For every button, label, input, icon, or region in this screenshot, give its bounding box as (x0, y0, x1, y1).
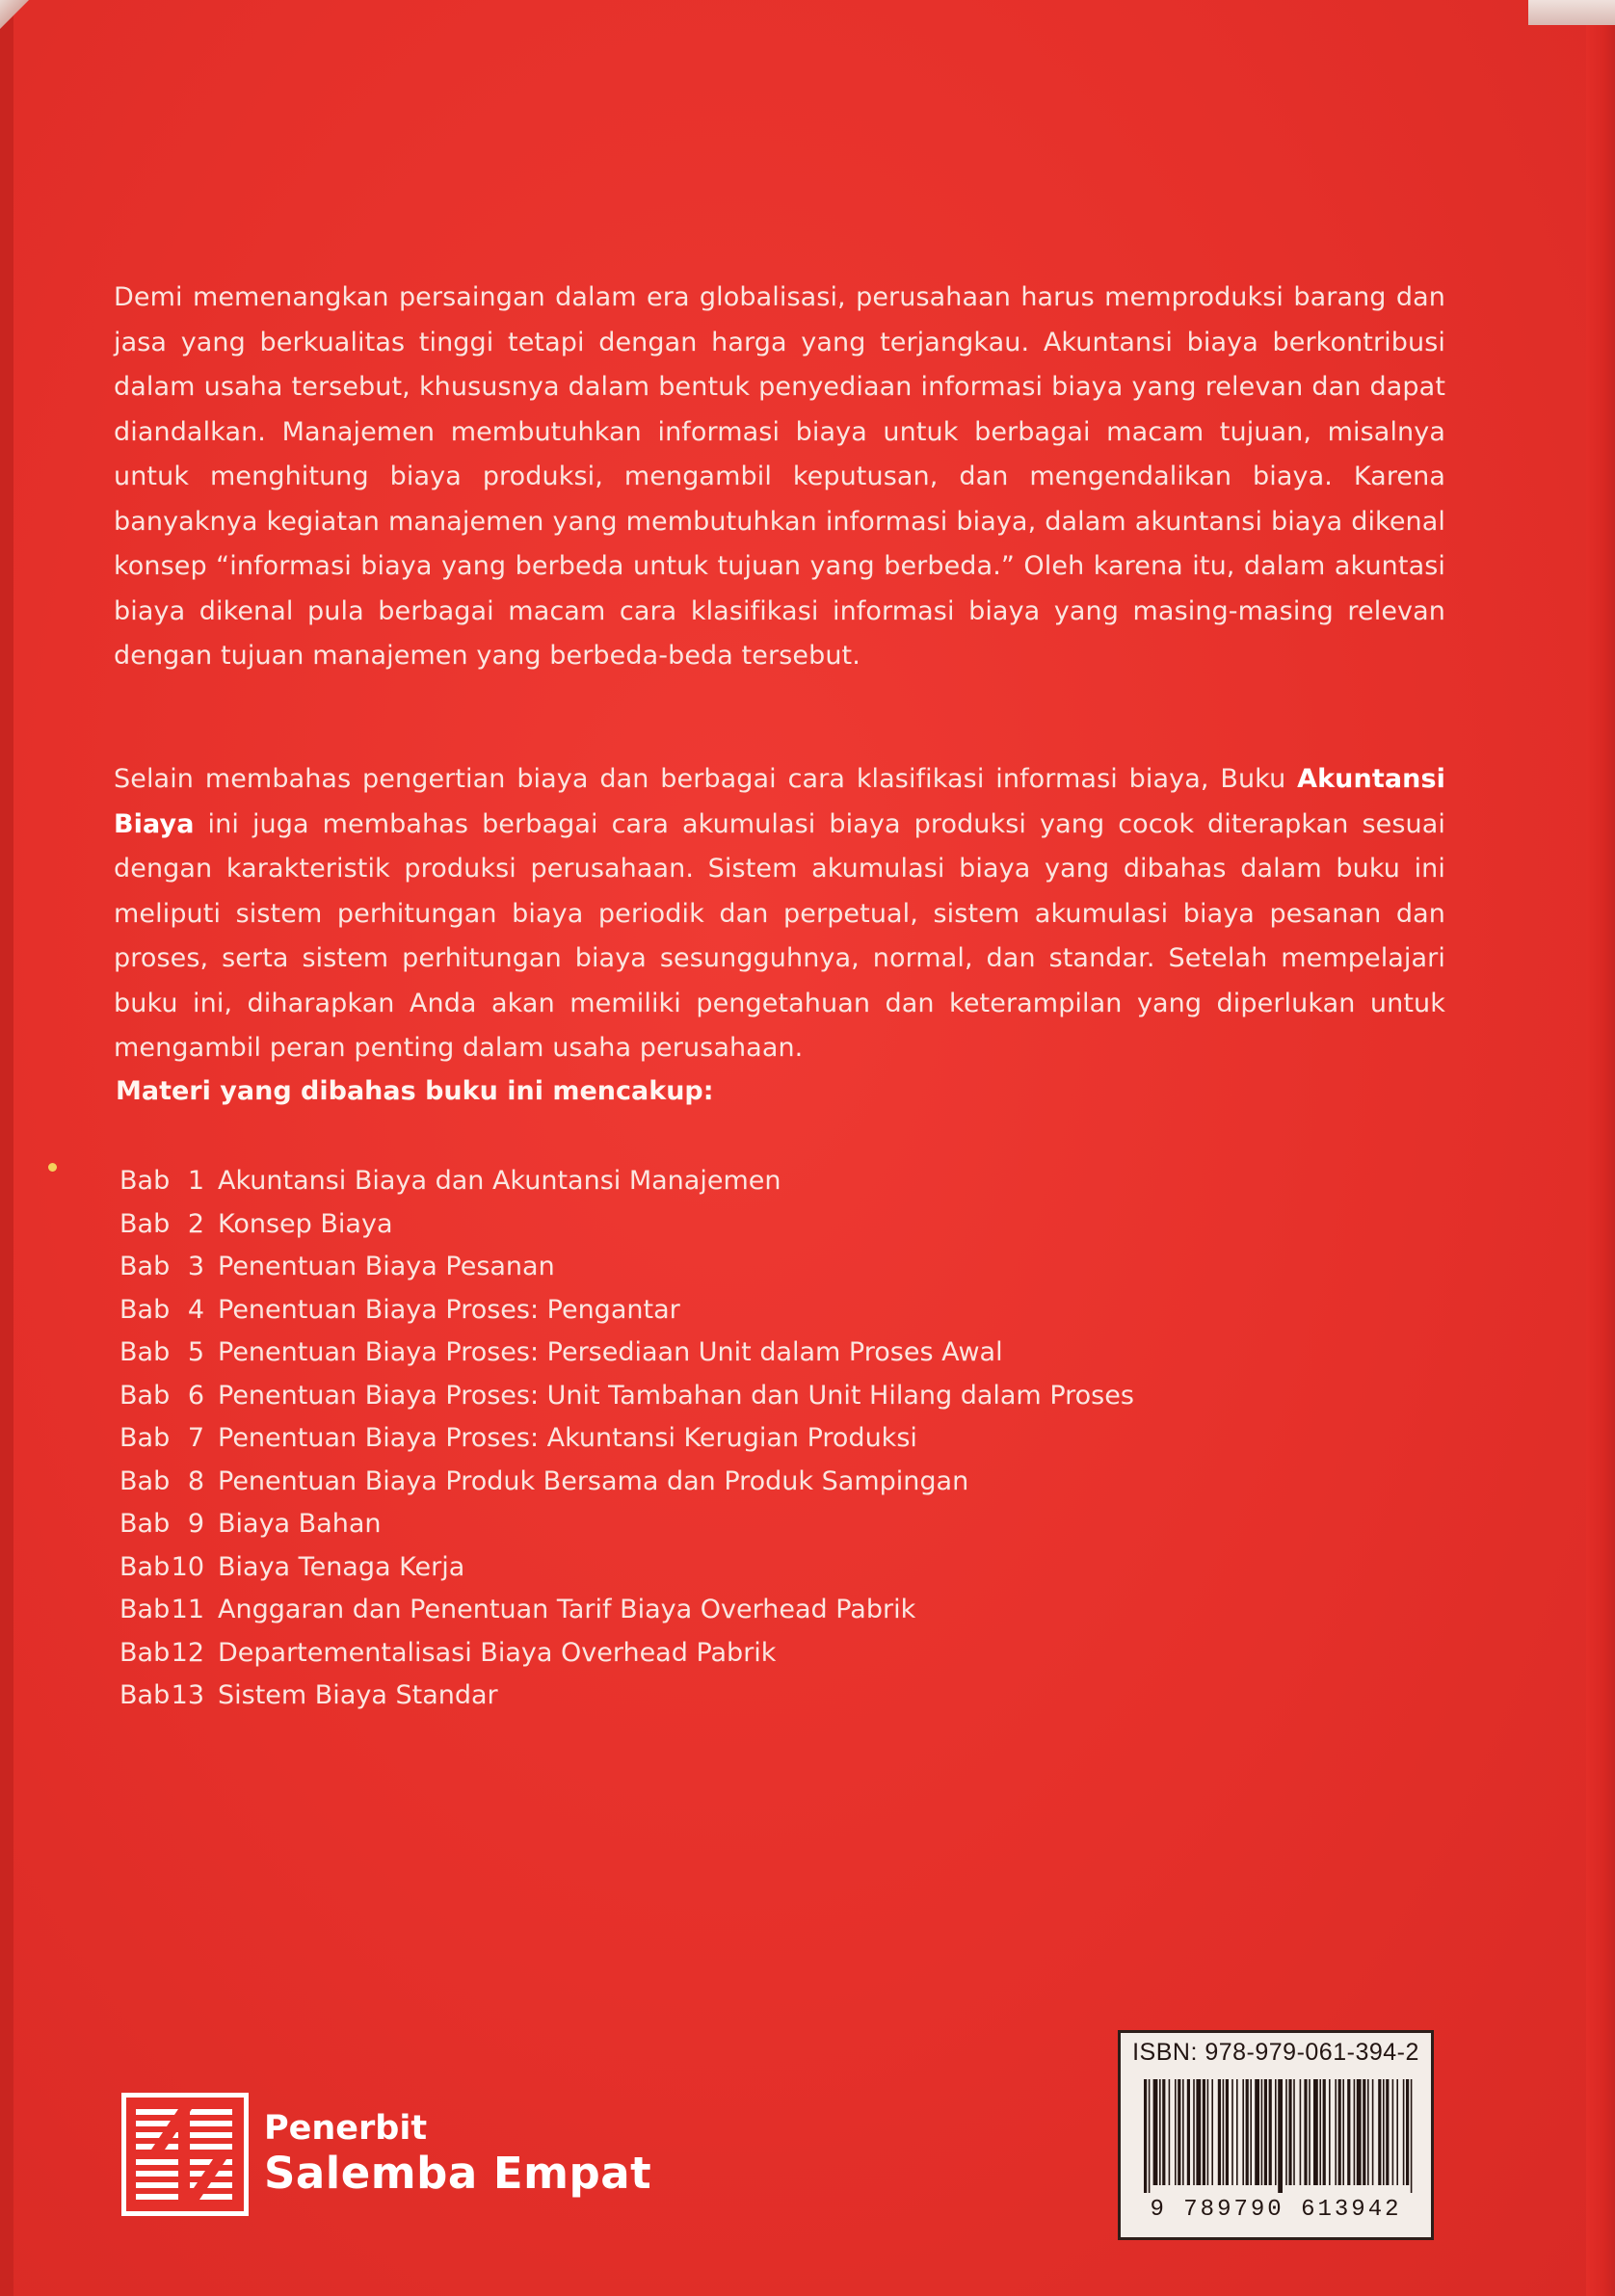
barcode-bar (1288, 2079, 1291, 2185)
isbn-label: ISBN: 978-979-061-394-2 (1132, 2039, 1419, 2066)
chapter-prefix: Bab (119, 1337, 171, 1367)
salemba-empat-logo-icon (121, 2093, 249, 2216)
barcode-bar (1278, 2079, 1283, 2193)
description-paragraph-2 (114, 757, 1445, 1071)
barcode-bar (1236, 2079, 1238, 2185)
chapter-number: 9 (187, 1509, 204, 1539)
barcode-bar (1363, 2079, 1365, 2185)
chapter-item (119, 1503, 1134, 1546)
barcode-bar (1261, 2079, 1263, 2185)
chapter-number: 6 (187, 1380, 204, 1411)
barcode-bar (1223, 2079, 1225, 2185)
isbn-barcode-panel (1118, 2030, 1434, 2240)
barcode-bar (1403, 2079, 1405, 2185)
barcode-bar (1226, 2079, 1229, 2185)
barcode-bar (1342, 2079, 1344, 2185)
chapter-number: 7 (187, 1423, 204, 1453)
barcode-bar (1149, 2079, 1151, 2193)
barcode-bar (1309, 2079, 1311, 2185)
chapter-prefix: Bab (119, 1595, 171, 1624)
chapter-prefix: Bab (119, 1637, 171, 1668)
barcode-bar (1406, 2079, 1409, 2185)
cover-edge-left (0, 0, 13, 2296)
chapter-number: 4 (187, 1294, 204, 1325)
chapter-prefix: Bab (119, 1166, 171, 1196)
paragraph-2-body: ini juga membahas berbagai cara akumulasi biaya produksi yang cocok diterapkan sesuai dengan karakteristik produksi perusahaan. Sistem akumulasi biaya yang dibahas dalam buku ini meliputi sistem perhitungan biaya periodik dan perpetual, sistem akumulasi biaya pesanan dan proses, serta sistem perhitungan biaya sesungguhnya, normal, dan standar. Setelah mempelajari buku ini, diharapkan Anda akan memiliki pengetahuan dan keterampilan yang diperlukan untuk mengambil peran penting dalam usaha perusahaan. (114, 808, 1445, 1063)
chapter-item (119, 1675, 1134, 1718)
chapter-item (119, 1632, 1134, 1676)
chapter-item (119, 1546, 1134, 1590)
description-paragraph-1: Demi memenangkan persaingan dalam era globalisasi, perusahaan harus memproduksi barang dan jasa yang berkualitas tinggi tetapi dengan harga yang terjangkau. Akuntansi biaya berkontribusi dalam usaha tersebut, khususnya dalam bentuk penyediaan informasi biaya yang relevan dan dapat diandalkan. Manajemen membutuhkan informasi biaya untuk berbagai macam tujuan, misalnya untuk menghitung biaya produksi, mengambil keputusan, dan mengendalikan biaya. Karena banyaknya kegiatan manajemen yang membutuhkan informasi biaya, dalam akuntansi biaya dikenal konsep “informasi biaya yang berbeda untuk tujuan yang berbeda.” Oleh karena itu, dalam akuntasi biaya dikenal pula berbagai macam cara klasifikasi informasi biaya yang masing-masing relevan dengan tujuan manajemen yang berbeda-beda tersebut. (114, 282, 1445, 671)
barcode-bar (1218, 2079, 1221, 2185)
chapter-title: Penentuan Biaya Proses: Akuntansi Kerugian Produksi (218, 1423, 917, 1453)
barcode-bar (1211, 2079, 1213, 2185)
chapter-prefix: Bab (119, 1551, 171, 1582)
chapter-number: 8 (187, 1465, 204, 1496)
barcode-bar (1313, 2079, 1318, 2185)
barcode-bar (1335, 2079, 1337, 2185)
chapter-item (119, 1246, 1134, 1289)
chapter-title: Penentuan Biaya Proses: Pengantar (218, 1294, 680, 1325)
chapter-number: 11 (171, 1595, 204, 1624)
chapter-item (119, 1160, 1134, 1203)
barcode-bar (1187, 2079, 1190, 2185)
barcode-bar (1182, 2079, 1184, 2185)
barcode-bar (1250, 2079, 1252, 2185)
barcode-bar (1323, 2079, 1326, 2185)
barcode-bar (1329, 2079, 1331, 2185)
barcode-bar (1207, 2079, 1209, 2185)
publisher-name-block (264, 2109, 651, 2200)
barcode-bar (1231, 2079, 1233, 2185)
chapter-number: 12 (171, 1637, 204, 1668)
barcode-bar (1269, 2079, 1272, 2185)
chapter-number: 5 (187, 1337, 204, 1367)
chapter-item (119, 1461, 1134, 1504)
chapter-number: 1 (187, 1166, 204, 1196)
barcode-bar (1159, 2079, 1161, 2185)
barcode-digits: 9 789790 613942 (1150, 2197, 1402, 2223)
chapter-prefix: Bab (119, 1509, 171, 1539)
barcode-bar (1275, 2079, 1277, 2185)
chapter-prefix: Bab (119, 1423, 171, 1453)
publisher-name: Salemba Empat (264, 2148, 652, 2199)
barcode-bar (1242, 2079, 1244, 2185)
chapter-number: 2 (187, 1208, 204, 1239)
barcode-bar (1255, 2079, 1259, 2185)
barcode-bar (1392, 2079, 1394, 2185)
chapter-title: Departementalisasi Biaya Overhead Pabrik (218, 1637, 777, 1668)
barcode-bar (1319, 2079, 1321, 2185)
barcode-bar (1169, 2079, 1171, 2185)
chapter-item (119, 1589, 1134, 1632)
barcode-bar (1378, 2079, 1381, 2185)
barcode-bar (1357, 2079, 1362, 2185)
barcode-bar (1372, 2079, 1374, 2185)
barcode-bar (1153, 2079, 1158, 2185)
publisher-label: Penerbit (264, 2109, 428, 2148)
cover-edge-right (1586, 0, 1615, 2296)
chapter-title: Penentuan Biaya Proses: Unit Tambahan dan Unit Hilang dalam Proses (218, 1380, 1134, 1411)
barcode-graphic (1142, 2079, 1416, 2193)
publisher-block (121, 2093, 651, 2216)
chapter-item (119, 1289, 1134, 1333)
chapter-item (119, 1375, 1134, 1418)
chapter-title: Sistem Biaya Standar (218, 1680, 498, 1710)
barcode-bar (1144, 2079, 1147, 2193)
chapter-number: 13 (171, 1680, 204, 1710)
chapter-title: Konsep Biaya (218, 1208, 393, 1239)
chapter-prefix: Bab (119, 1252, 171, 1281)
barcode-bar (1411, 2079, 1413, 2193)
chapter-prefix: Bab (119, 1294, 171, 1325)
barcode-bar (1285, 2079, 1287, 2185)
barcode-bar (1300, 2079, 1302, 2185)
barcode-bar (1264, 2079, 1267, 2185)
chapter-item (119, 1332, 1134, 1375)
barcode-bar (1396, 2079, 1398, 2185)
chapter-title: Biaya Bahan (218, 1509, 382, 1539)
barcode-bar (1354, 2079, 1356, 2185)
barcode-bar (1386, 2079, 1389, 2185)
barcode-bar (1338, 2079, 1341, 2185)
barcode-bar (1162, 2079, 1165, 2185)
chapter-number: 10 (171, 1551, 204, 1582)
worn-corner-top-left (0, 0, 29, 35)
barcode-bar (1293, 2079, 1295, 2185)
chapter-prefix: Bab (119, 1208, 171, 1239)
chapter-prefix: Bab (119, 1380, 171, 1411)
paragraph-2-intro: Selain membahas pengertian biaya dan berbagai cara klasifikasi informasi biaya, Buku (114, 764, 1286, 794)
chapter-title: Penentuan Biaya Proses: Persediaan Unit dalam Proses Awal (218, 1337, 1003, 1367)
chapter-item (119, 1203, 1134, 1247)
contents-heading: Materi yang dibahas buku ini mencakup: (116, 1076, 714, 1106)
barcode-bar (1246, 2079, 1249, 2185)
chapter-title: Akuntansi Biaya dan Akuntansi Manajemen (218, 1166, 781, 1196)
barcode-bar (1383, 2079, 1385, 2185)
chapter-prefix: Bab (119, 1680, 171, 1710)
barcode-bar (1304, 2079, 1307, 2185)
barcode-bar (1175, 2079, 1177, 2185)
chapter-title: Anggaran dan Penentuan Tarif Biaya Overhead Pabrik (218, 1595, 916, 1624)
chapter-title: Penentuan Biaya Produk Bersama dan Produk Sampingan (218, 1465, 969, 1496)
chapter-number: 3 (187, 1252, 204, 1281)
barcode-bar (1196, 2079, 1201, 2185)
chapter-prefix: Bab (119, 1465, 171, 1496)
barcode-bar (1347, 2079, 1350, 2185)
chapter-list (119, 1160, 1134, 1718)
book-title: Akuntansi Biaya (114, 764, 1445, 839)
stain-speck (48, 1163, 57, 1172)
barcode-bar (1178, 2079, 1180, 2185)
chapter-item (119, 1417, 1134, 1461)
chapter-title: Penentuan Biaya Pesanan (218, 1252, 555, 1281)
barcode-bar (1193, 2079, 1195, 2185)
worn-corner-top-right (1528, 0, 1615, 25)
barcode-bar (1367, 2079, 1369, 2185)
barcode-bar (1203, 2079, 1205, 2185)
chapter-title: Biaya Tenaga Kerja (218, 1551, 465, 1582)
